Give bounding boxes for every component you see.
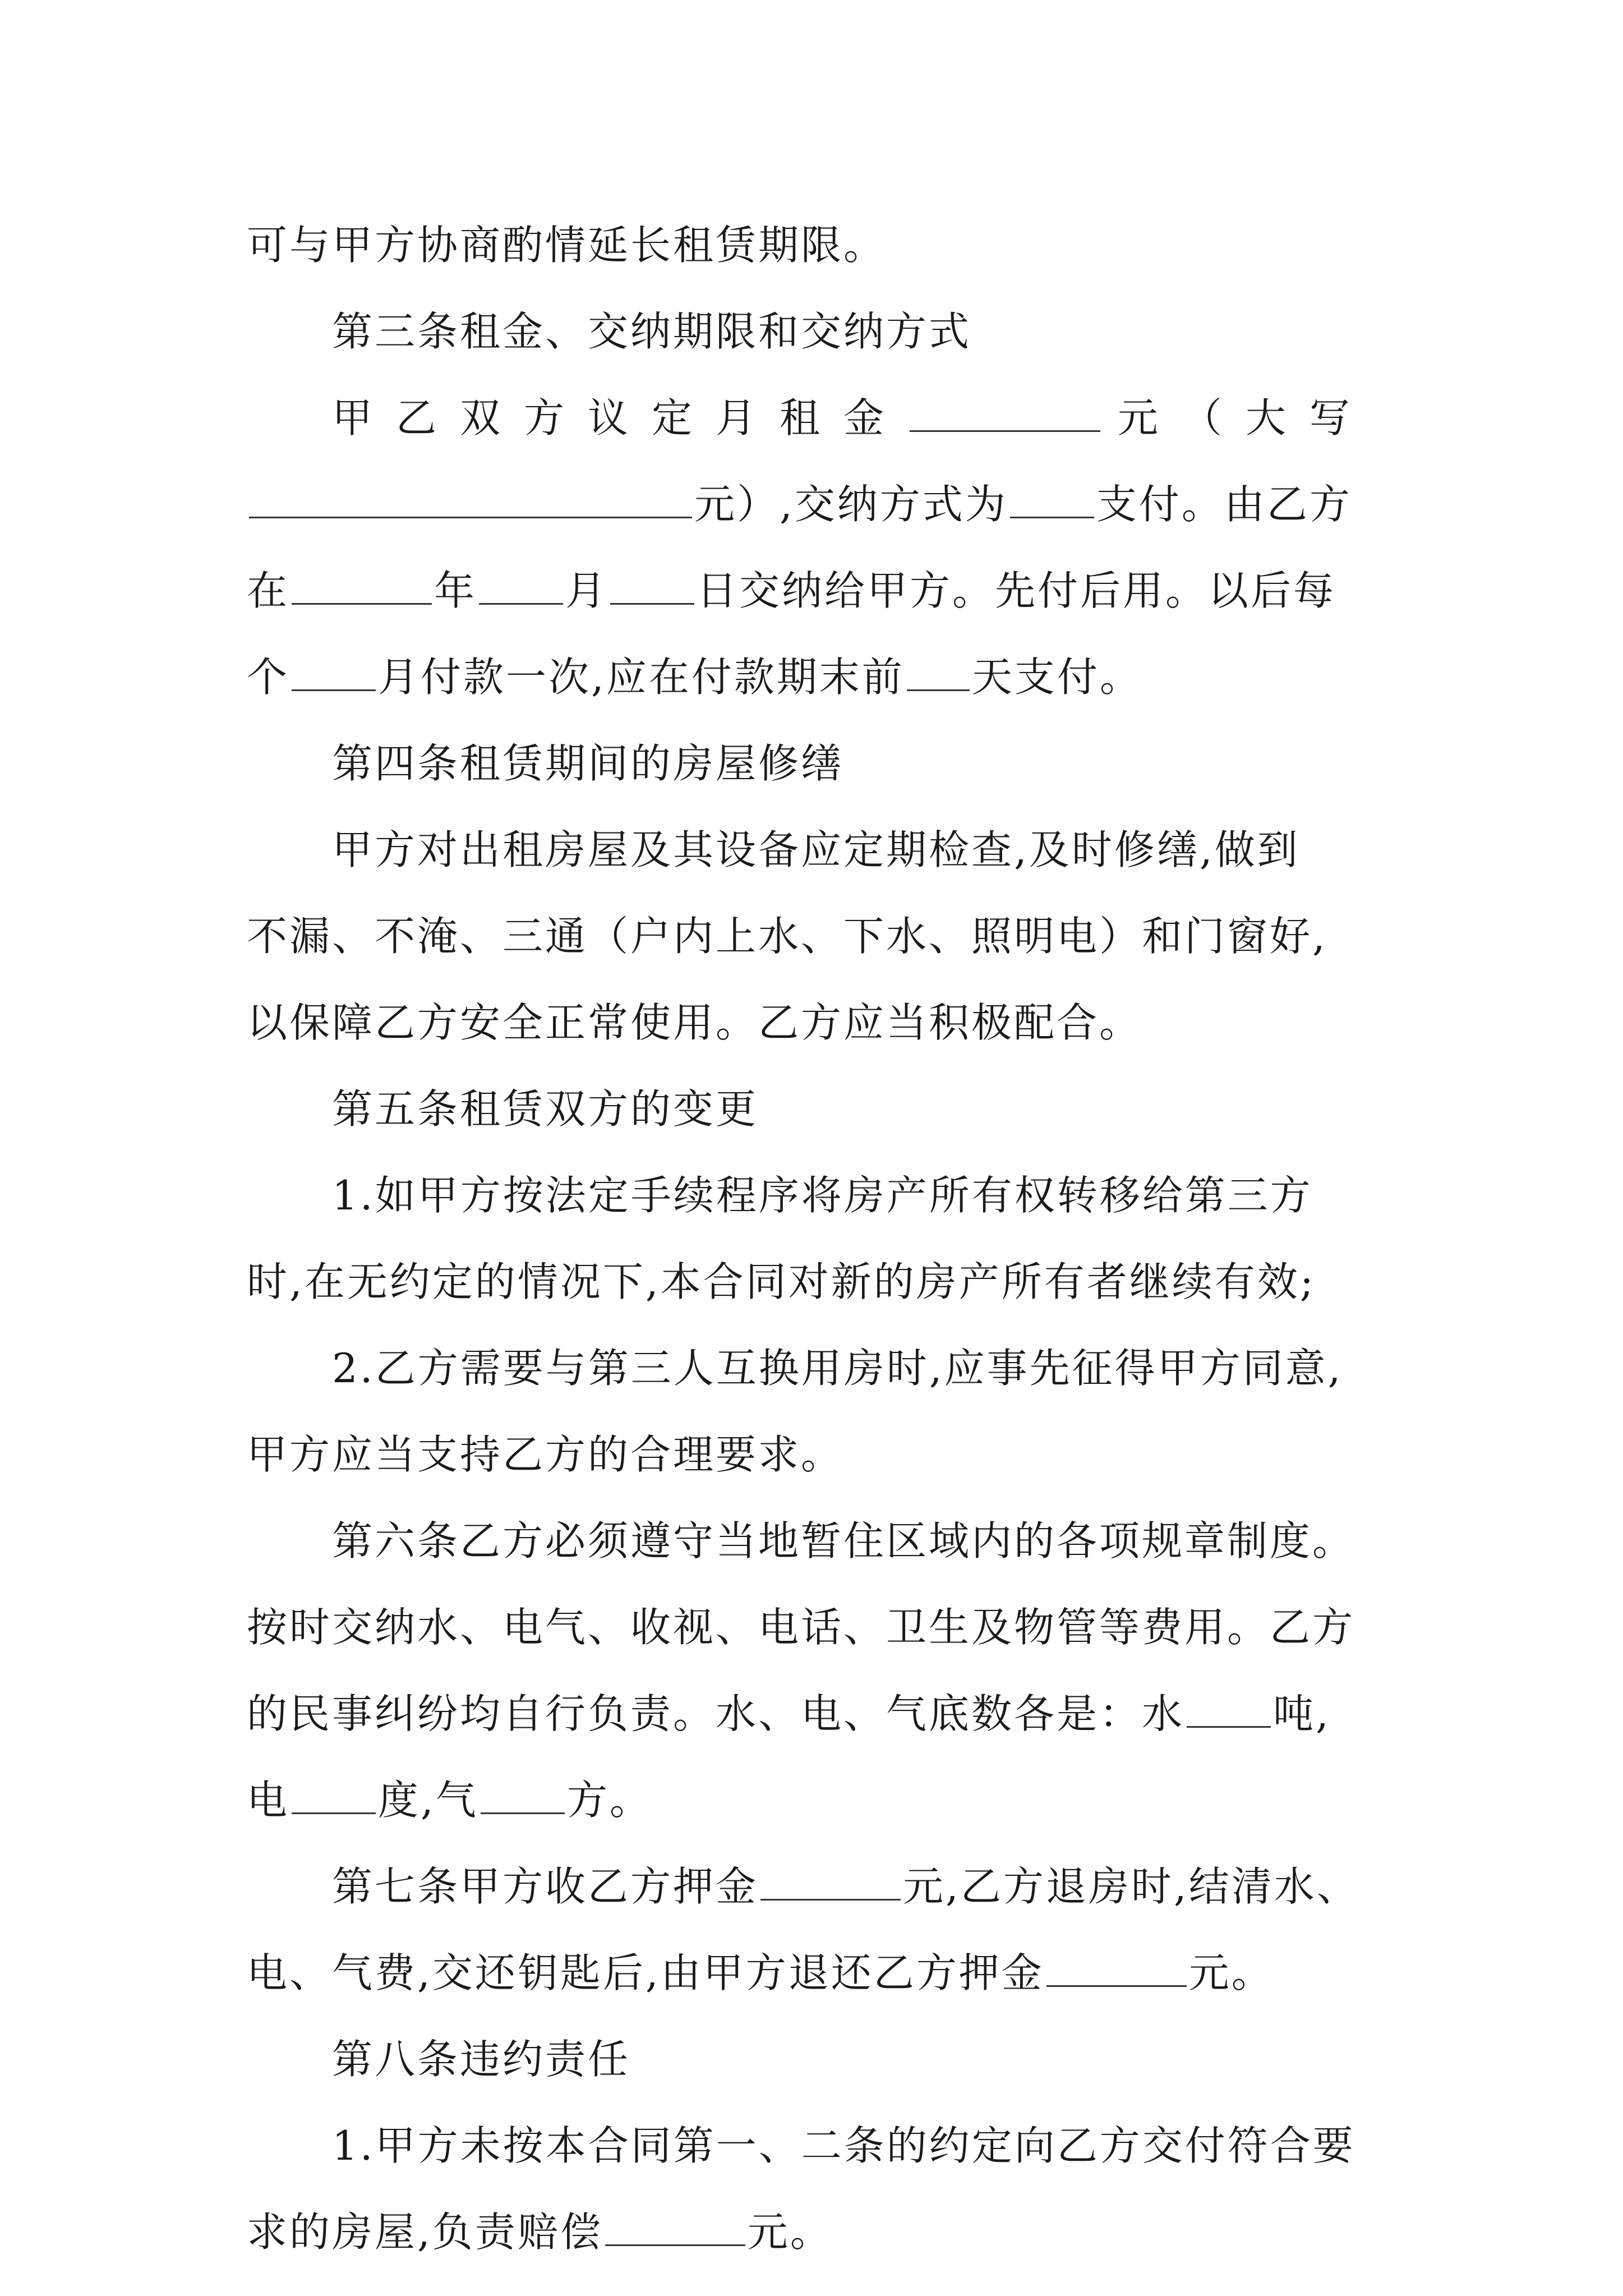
paragraph-line: 1.如甲方按法定手续程序将房产所有权转移给第三方	[332, 1172, 1313, 1219]
article-4-heading: 第四条租赁期间的房屋修缮	[332, 740, 844, 787]
paragraph-line: 以保障乙方安全正常使用。乙方应当积极配合。	[247, 999, 1142, 1046]
deposit-text-3: 电、气费,交还钥匙后,由甲方退还乙方押金	[247, 1949, 1044, 1996]
meter-text-2: 吨,	[1273, 1690, 1331, 1737]
rent-payment-line	[247, 461, 1385, 547]
article-3-heading: 第三条租金、交纳期限和交纳方式	[332, 308, 972, 355]
paragraph-line: 1.甲方未按本合同第一、二条的约定向乙方交付符合要	[332, 2122, 1355, 2169]
date-text-4: 日交纳给甲方。先付后用。以后每	[697, 567, 1336, 614]
rent-capital-blank[interactable]	[249, 483, 692, 518]
month-blank[interactable]	[479, 569, 563, 605]
article-8-heading: 第八条违约责任	[332, 2036, 631, 2083]
cycle-text-3: 天支付。	[971, 654, 1142, 701]
rent-text-2: 元（大写	[1117, 394, 1373, 441]
electric-reading-blank[interactable]	[292, 1779, 376, 1814]
paragraph-line: 按时交纳水、电气、收视、电话、卫生及物管等费用。乙方	[247, 1604, 1355, 1651]
meter-text-3: 电	[247, 1777, 290, 1824]
paragraph-line: 时,在无约定的情况下,本合同对新的房产所有者继续有效;	[247, 1258, 1316, 1305]
deposit-return-blank[interactable]	[1046, 1952, 1187, 1987]
meter-text-5: 方。	[566, 1777, 652, 1824]
article-7-line	[247, 1843, 1385, 1930]
payment-method-blank[interactable]	[1010, 483, 1094, 518]
cycle-months-blank[interactable]	[292, 656, 376, 691]
gas-reading-blank[interactable]	[481, 1779, 565, 1814]
date-text-3: 月	[565, 567, 608, 614]
meter-readings-line	[247, 1671, 1385, 1757]
paragraph-line: 2.乙方需要与第三人互换用房时,应事先征得甲方同意,	[332, 1345, 1343, 1392]
payment-date-line	[247, 547, 1385, 634]
date-text-2: 年	[434, 567, 477, 614]
rent-text-4: 支付。由乙方	[1096, 481, 1352, 528]
paragraph-line: 甲方应当支持乙方的合理要求。	[247, 1431, 844, 1478]
monthly-rent-blank[interactable]	[910, 397, 1100, 432]
water-reading-blank[interactable]	[1187, 1692, 1271, 1728]
rent-text-1: 甲乙双方议定月租金	[332, 394, 908, 441]
deposit-text-2: 元,乙方退房时,结清水、	[903, 1863, 1359, 1910]
paragraph-line: 甲方对出租房屋及其设备应定期检查,及时修缮,做到	[332, 826, 1300, 873]
compensation-blank[interactable]	[605, 2211, 745, 2246]
year-blank[interactable]	[292, 569, 432, 605]
comp-text-1: 求的房屋,负责赔偿	[247, 2208, 603, 2256]
article-6-heading: 第六条乙方必须遵守当地暂住区域内的各项规章制度。	[332, 1517, 1355, 1565]
cycle-text-2: 月付款一次,应在付款期末前	[378, 654, 905, 701]
deposit-text-4: 元。	[1188, 1949, 1274, 1996]
deposit-amount-blank[interactable]	[760, 1865, 901, 1901]
day-blank[interactable]	[610, 569, 694, 605]
rent-text-3: 元）,交纳方式为	[694, 481, 1008, 528]
payment-cycle-line	[247, 634, 1385, 720]
deposit-return-line	[247, 1930, 1385, 2016]
paragraph-line: 不漏、不淹、三通（户内上水、下水、照明电）和门窗好,	[247, 913, 1327, 960]
comp-text-2: 元。	[747, 2208, 833, 2256]
date-text-1: 在	[247, 567, 290, 614]
contract-body	[247, 202, 1385, 2275]
meter-readings-line-2	[247, 1757, 1385, 1843]
rent-amount-line	[247, 375, 1385, 461]
cycle-text-1: 个	[247, 654, 290, 701]
meter-text-1: 的民事纠纷均自行负责。水、电、气底数各是：水	[247, 1690, 1185, 1737]
meter-text-4: 度,气	[378, 1777, 478, 1824]
days-before-blank[interactable]	[907, 656, 970, 691]
deposit-text-1: 第七条甲方收乙方押金	[332, 1863, 759, 1910]
compensation-line	[247, 2189, 1385, 2275]
paragraph-line: 可与甲方协商酌情延长租赁期限。	[247, 222, 887, 269]
article-5-heading: 第五条租赁双方的变更	[332, 1085, 759, 1133]
